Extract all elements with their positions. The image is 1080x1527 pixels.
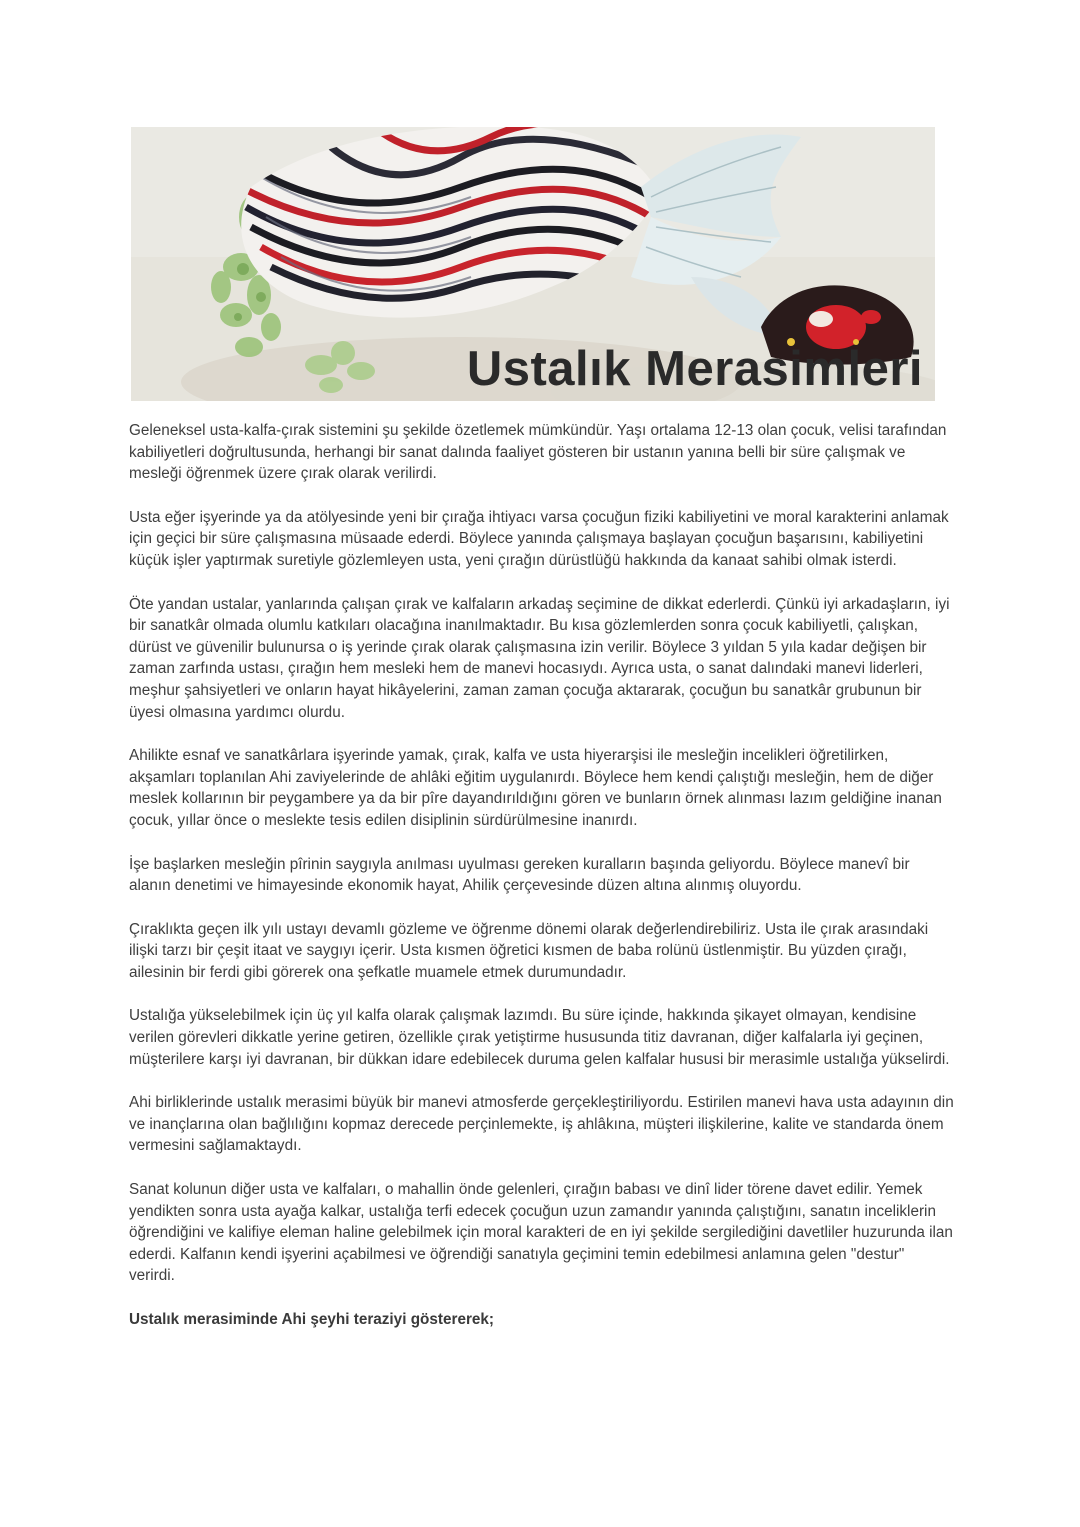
paragraph: Çıraklıkta geçen ilk yılı ustayı devamlı gözleme ve öğrenme dönemi olarak değerlendirebiliriz. Usta ile çırak arasındaki ilişki tarzı bir çeşit itaat ve saygıyı içerir. Usta kısmen öğretici kısmen de baba rolünü üstlenmiştir. Bu yüzden çırağı, ailesinin bir ferdi gibi görerek ona şefkatle muamele etmek durumundadır. (129, 920, 929, 981)
paragraph: Ustalığa yükselebilmek için üç yıl kalfa olarak çalışmak lazımdı. Bu süre içinde, hakkında şikayet olmayan, kendisine verilen görevleri dikkatle yerine getiren, özellikle çırak yetiştirme hususunda titiz davranan, diğer kalfalarla iyi geçinen, müşterilere karşı iyi davranan, bir dükkan idare edebilecek duruma gelen kalfalar hususi bir merasimle ustalığa yükselirdi. (129, 1007, 950, 1068)
paragraph: Ahi birliklerinde ustalık merasimi büyük bir manevi atmosferde gerçekleştiriliyordu. Estirilen manevi hava usta adayının din ve inançlarına olan bağlılığını kopmaz derecede perçinlemekte, iş ahlâkına, müşteri ilişkilerine, kalite ve standarda önem vermesini sağlamaktaydı. (129, 1094, 954, 1155)
closing-bold-line: Ustalık merasiminde Ahi şeyhi teraziyi göstererek; (129, 1311, 495, 1328)
paragraph: Ahilikte esnaf ve sanatkârlara işyerinde yamak, çırak, kalfa ve usta hiyerarşisi ile mesleğin incelikleri öğretilirken, akşamları toplanılan Ahi zaviyelerinde de ahlâki eğitim uygulanırdı. Böylece hem kendi çalıştığı mesleğin, hem de diğer meslek kollarının bir peygambere ya da bir pîre dayandırıldığını gören ve bunların örnek alınması lazım geldiğine inanan çocuk, yıllar önce o meslekte tesis edilen disiplinin sürdürülmesine inanırdı. (129, 747, 942, 829)
banner-title: Ustalık Merasimleri (466, 342, 923, 397)
paragraph: Geleneksel usta-kalfa-çırak sistemini şu şekilde özetlemek mümkündür. Yaşı ortalama 12-13 olan çocuk, velisi tarafından kabiliyetleri doğrultusunda, herhangi bir sanat dalında faaliyet gösteren bir ustanın yanına belli bir süre çalışmak ve mesleği öğrenmek üzere çırak olarak verilirdi. (129, 422, 947, 483)
paragraph: Usta eğer işyerinde ya da atölyesinde yeni bir çırağa ihtiyacı varsa çocuğun fiziki kabiliyetini ve moral karakterini anlamak için geçici bir süre çalışmasına müsaade ederdi. Böylece yanında çalışmaya başlayan çocuğun başarısını, kabiliyetini küçük işler yaptırmak suretiyle gözlemleyen usta, yeni çırağın dürüstlüğü hakkında da kanaat sahibi olmak isterdi. (129, 508, 949, 569)
article-body (129, 420, 954, 1353)
paragraph: Sanat kolunun diğer usta ve kalfaları, o mahallin önde gelenleri, çırağın babası ve dinî lider törene davet edilir. Yemek yendikten sonra usta ayağa kalkar, ustalığa terfi edecek çocuğun uzun zamandır yanında çalıştığını, sanatın inceliklerin öğrendiğini ve kalifiye eleman haline gelebilmek için moral karakteri de en iyi şekilde sergilediğini davetliler huzurunda ilan ederdi. Kalfanın kendi işyerini açabilmesi ve öğrendiği sanatıyla geçimini temin edebilmesi anlamına gelen "destur" verirdi. (129, 1181, 953, 1285)
header-banner (131, 127, 935, 401)
paragraph: İşe başlarken mesleğin pîrinin saygıyla anılması uyulması gereken kuralların başında geliyordu. Böylece manevî bir alanın denetimi ve himayesinde ekonomik hayat, Ahilik çerçevesinde düzen altına alınmış oluyordu. (129, 855, 910, 895)
paragraph: Öte yandan ustalar, yanlarında çalışan çırak ve kalfaların arkadaş seçimine de dikkat ederlerdi. Çünkü iyi arkadaşların, iyi bir sanatkâr olmada olumlu katkıları olacağına inanılmaktadır. Bu kısa gözlemlerden sonra çocuk kabiliyetli, çalışkan, dürüst ve güvenilir bulunursa o iş yerinde çırak olarak çalışmasına izin verilir. Böylece 3 yıldan 5 yıla kadar değişen bir zaman zarfında ustası, çırağın hem mesleki hem de manevi hocasıydı. Ayrıca usta, o sanat dalındaki manevi liderleri, meşhur şahsiyetleri ve onların hayat hikâyelerini, zaman zaman çocuğa aktararak, çocuğun bu sanatkâr grubunun bir üyesi olmasına yardımcı olurdu. (129, 595, 950, 721)
